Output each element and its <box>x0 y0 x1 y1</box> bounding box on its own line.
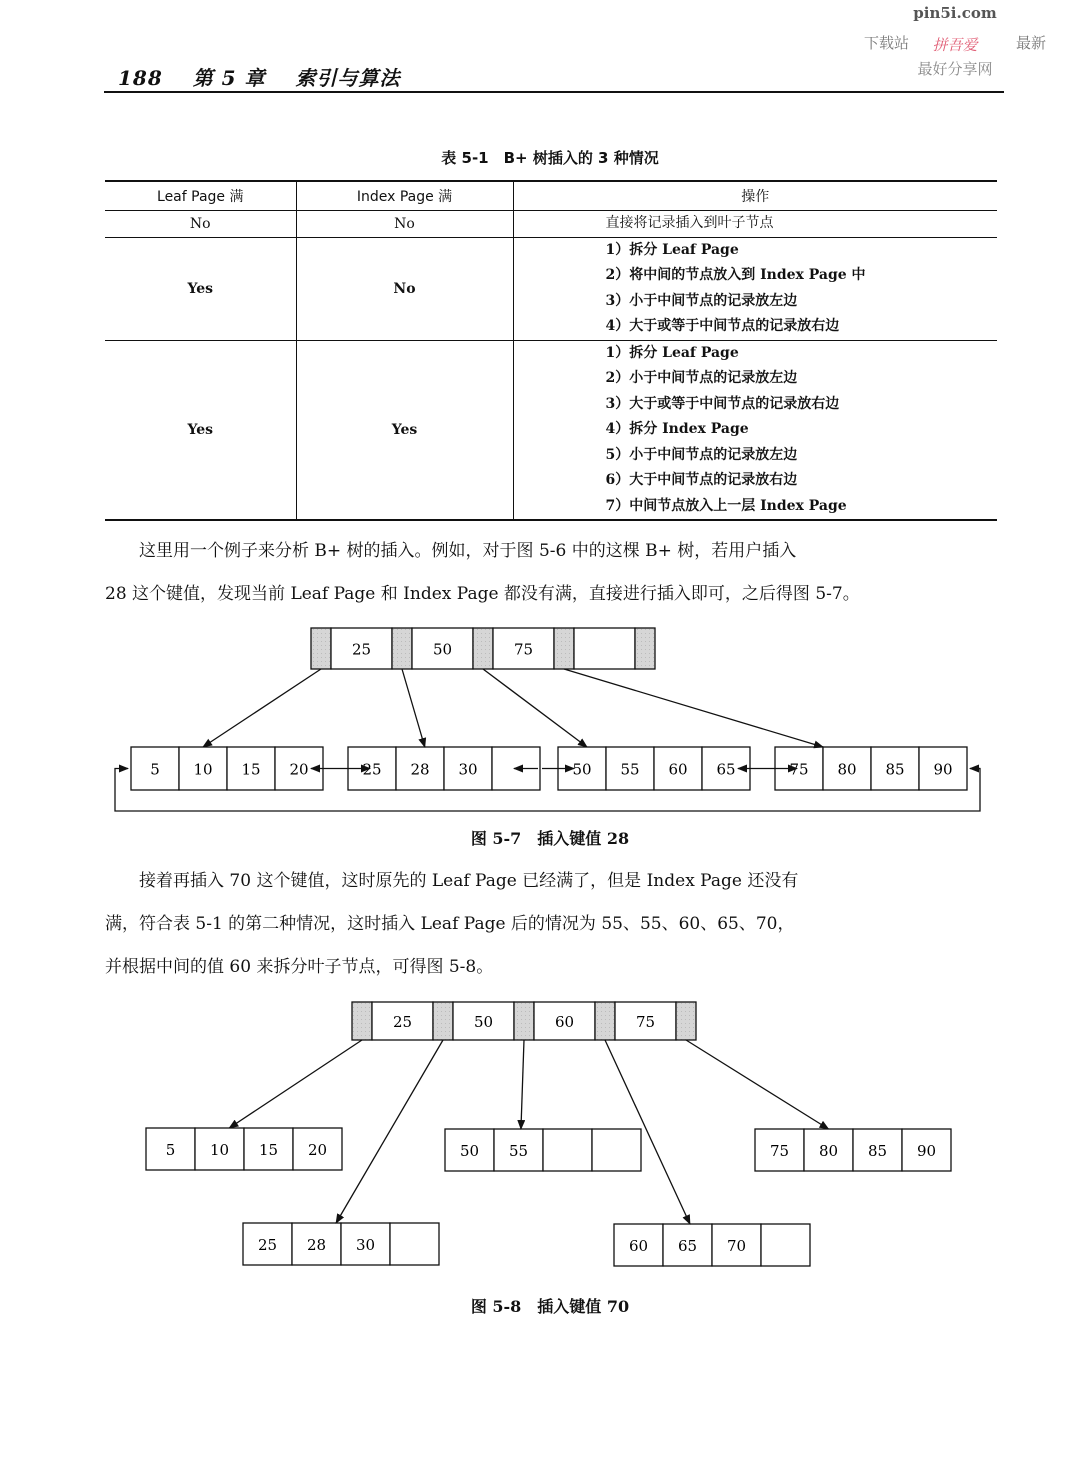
leaf-value: 15 <box>241 760 261 779</box>
pointer-slot <box>554 628 574 669</box>
pointer-arrow <box>402 669 425 747</box>
ops-cell <box>513 211 997 238</box>
op-line: 直接将记录插入到叶子节点 <box>605 215 774 231</box>
leaf-value: 70 <box>726 1237 747 1255</box>
watermark-bottom: 最好分享网 <box>917 60 993 78</box>
page-number: 188 <box>118 66 163 90</box>
op-line: 4）拆分 Index Page <box>605 421 749 437</box>
figure-5-8-btree <box>0 990 1080 1280</box>
column-header: 操作 <box>513 181 997 211</box>
leaf-full-cell: Yes <box>105 237 296 340</box>
op-line: 1）拆分 Leaf Page <box>605 241 739 258</box>
watermark-right: 最新 <box>1015 34 1046 52</box>
key-cell <box>574 628 635 669</box>
op-line: 4）大于或等于中间节点的记录放右边 <box>605 318 840 334</box>
leaf-page <box>146 1128 342 1170</box>
leaf-page <box>445 1129 641 1171</box>
leaf-value: 60 <box>668 760 688 779</box>
op-line: 1）拆分 Leaf Page <box>605 344 739 361</box>
pointer-arrow <box>521 1040 524 1129</box>
chapter-label: 第 5 章 <box>192 66 266 90</box>
chapter-title: 索引与算法 <box>295 66 401 90</box>
watermark-stamp <box>860 4 1050 90</box>
paragraph-line: 28 这个键值，发现当前 Leaf Page 和 Index Page 都没有满，直接进行插入即可，之后得图 5-7。 <box>105 584 860 604</box>
leaf-value: 65 <box>716 760 736 779</box>
figure-caption: 图 5-8 插入键值 70 <box>470 1297 630 1316</box>
leaf-value: 85 <box>885 760 905 779</box>
leaf-value: 30 <box>458 760 478 779</box>
index-full-cell: No <box>296 211 513 238</box>
op-line: 2）将中间的节点放入到 Index Page 中 <box>605 267 866 283</box>
column-header: Leaf Page 满 <box>105 181 296 211</box>
table-row <box>105 237 997 340</box>
leaf-full-cell: No <box>105 211 296 238</box>
leaf-value: 20 <box>307 1141 328 1159</box>
leaf-value: 10 <box>209 1141 230 1159</box>
ops-cell <box>513 237 997 340</box>
insert-cases-table <box>105 180 997 521</box>
key-value: 50 <box>432 640 453 659</box>
root-index-page <box>311 628 655 669</box>
pointer-slot <box>676 1002 696 1040</box>
leaf-value: 55 <box>508 1142 529 1160</box>
pointer-slot <box>392 628 412 669</box>
leaf-value: 90 <box>933 760 953 779</box>
leaf-value: 25 <box>257 1236 278 1254</box>
leaf-value: 75 <box>789 760 809 779</box>
leaf-value: 60 <box>628 1237 649 1255</box>
leaf-page <box>131 747 323 790</box>
leaf-page <box>775 747 967 790</box>
leaf-cell <box>761 1224 810 1266</box>
header-rule <box>104 91 1004 93</box>
pointer-slot <box>352 1002 372 1040</box>
watermark-brand: 拼吾爱 <box>932 36 978 54</box>
leaf-cell <box>543 1129 592 1171</box>
leaf-value: 80 <box>818 1142 839 1160</box>
op-line: 5）小于中间节点的记录放左边 <box>605 446 798 463</box>
pointer-arrow <box>483 669 587 747</box>
table-header-row <box>105 181 997 211</box>
leaf-page <box>558 747 750 790</box>
leaf-pages <box>146 1128 951 1266</box>
leaf-value: 85 <box>867 1142 888 1160</box>
pointer-slot <box>514 1002 534 1040</box>
op-line: 3）小于中间节点的记录放左边 <box>605 292 798 309</box>
leaf-page <box>755 1129 951 1171</box>
paragraph-line: 接着再插入 70 这个键值，这时原先的 Leaf Page 已经满了，但是 Index Page 还没有 <box>139 871 799 891</box>
paragraph-1 <box>105 530 1005 616</box>
key-value: 25 <box>392 1013 413 1031</box>
key-value: 60 <box>554 1013 575 1031</box>
paragraph-2 <box>105 860 1005 989</box>
paragraph-line: 并根据中间的值 60 来拆分叶子节点，可得图 5-8。 <box>105 957 494 977</box>
pointer-arrow <box>336 1040 443 1223</box>
leaf-value: 28 <box>410 760 430 779</box>
key-value: 75 <box>513 640 534 659</box>
leaf-value: 5 <box>150 760 160 779</box>
leaf-value: 65 <box>677 1237 698 1255</box>
ops-cell <box>513 340 997 520</box>
leaf-value: 30 <box>355 1236 376 1254</box>
leaf-value: 10 <box>193 760 213 779</box>
leaf-value: 75 <box>769 1142 790 1160</box>
pointer-slot <box>473 628 493 669</box>
figure-caption: 图 5-7 插入键值 28 <box>470 829 630 848</box>
op-line: 3）大于或等于中间节点的记录放右边 <box>605 395 840 412</box>
key-value: 75 <box>635 1013 656 1031</box>
op-line: 6）大于中间节点的记录放右边 <box>605 472 798 488</box>
leaf-page <box>614 1224 810 1266</box>
leaf-cell <box>592 1129 641 1171</box>
leaf-value: 50 <box>459 1142 480 1160</box>
watermark-left: 下载站 <box>864 34 910 52</box>
pointer-slot <box>635 628 655 669</box>
index-full-cell: No <box>296 237 513 340</box>
paragraph-line: 这里用一个例子来分析 B+ 树的插入。例如，对于图 5-6 中的这棵 B+ 树，若用户插入 <box>139 541 797 561</box>
table-caption: 表 5-1 B+ 树插入的 3 种情况 <box>441 149 659 167</box>
watermark-url: pin5i.com <box>913 4 997 22</box>
pointer-arrow <box>686 1040 829 1129</box>
leaf-value: 55 <box>620 760 640 779</box>
pointer-slot <box>433 1002 453 1040</box>
leaf-value: 80 <box>837 760 857 779</box>
index-full-cell: Yes <box>296 340 513 520</box>
pointer-slot <box>311 628 331 669</box>
leaf-page <box>348 747 540 790</box>
table-row <box>105 340 997 520</box>
leaf-value: 50 <box>572 760 592 779</box>
leaf-value: 25 <box>362 760 382 779</box>
root-index-page <box>352 1002 696 1040</box>
key-value: 50 <box>473 1013 494 1031</box>
leaf-value: 20 <box>289 760 309 779</box>
table-row <box>105 211 997 238</box>
pointer-arrow <box>564 669 823 747</box>
paragraph-line: 满，符合表 5-1 的第二种情况，这时插入 Leaf Page 后的情况为 55、55、60、65、70， <box>105 914 795 934</box>
op-line: 7）中间节点放入上一层 Index Page <box>605 497 847 514</box>
leaf-value: 90 <box>916 1142 937 1160</box>
column-header: Index Page 满 <box>296 181 513 211</box>
op-line: 2）小于中间节点的记录放左边 <box>605 370 798 386</box>
running-header <box>118 62 423 91</box>
leaf-value: 28 <box>306 1236 327 1254</box>
leaf-full-cell: Yes <box>105 340 296 520</box>
leaf-value: 5 <box>165 1141 176 1159</box>
figure-5-7-btree <box>0 620 1080 820</box>
pointer-slot <box>595 1002 615 1040</box>
leaf-value: 15 <box>258 1141 279 1159</box>
leaf-cell <box>390 1223 439 1265</box>
key-value: 25 <box>351 640 372 659</box>
pointer-arrow <box>229 1040 362 1128</box>
leaf-page <box>243 1223 439 1265</box>
pointer-arrow <box>203 669 321 747</box>
